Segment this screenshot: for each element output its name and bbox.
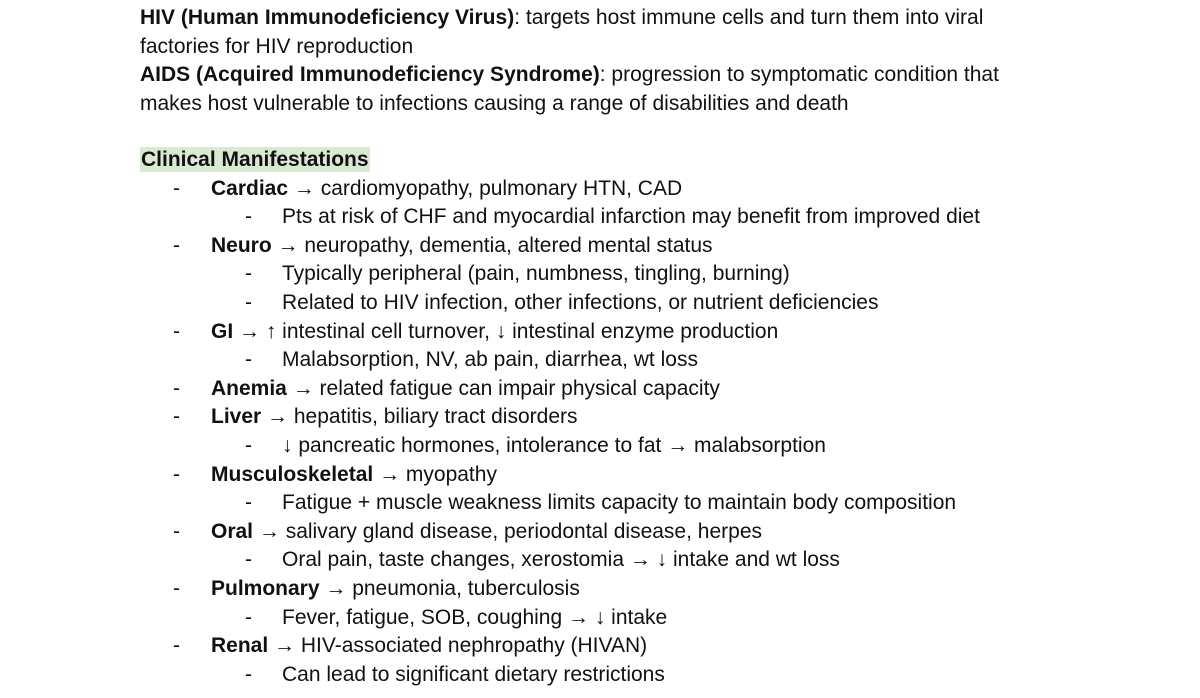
manifestation-description: → hepatitis, biliary tract disorders xyxy=(261,405,578,429)
document-page xyxy=(140,4,1140,689)
manifestation-item xyxy=(140,318,1140,347)
bullet-dash: - xyxy=(173,176,180,200)
manifestation-detail xyxy=(140,289,1140,318)
bullet-dash: - xyxy=(173,519,180,543)
manifestation-detail xyxy=(140,489,1140,518)
manifestation-system: Oral xyxy=(211,519,254,543)
bullet-dash: - xyxy=(245,491,252,515)
manifestation-description: → cardiomyopathy, pulmonary HTN, CAD xyxy=(288,176,683,200)
bullet-dash: - xyxy=(245,205,252,229)
bullet-dash: - xyxy=(245,605,252,629)
manifestation-system: Neuro xyxy=(211,233,272,257)
manifestation-detail xyxy=(140,604,1140,633)
detail-text: Typically peripheral (pain, numbness, tingling, burning) xyxy=(282,262,790,286)
bullet-dash: - xyxy=(245,290,252,314)
detail-text: Malabsorption, NV, ab pain, diarrhea, wt loss xyxy=(282,348,698,372)
definition-aids-line-2: makes host vulnerable to infections causing a range of disabilities and death xyxy=(140,91,849,115)
bullet-dash: - xyxy=(173,576,180,600)
bullet-dash: - xyxy=(245,262,252,286)
definition-text: : targets host immune cells and turn them into viral xyxy=(514,6,984,29)
section-heading-text: Clinical Manifestations xyxy=(141,148,369,171)
manifestation-item xyxy=(140,375,1140,404)
bullet-dash: - xyxy=(173,319,180,343)
manifestation-detail xyxy=(140,546,1140,575)
manifestation-system: Renal xyxy=(211,634,269,658)
definitions-block xyxy=(140,4,1140,118)
bullet-dash: - xyxy=(173,462,180,486)
definition-aids-line-1 xyxy=(140,61,1140,90)
bullet-dash: - xyxy=(173,233,180,257)
manifestation-description: → HIV-associated nephropathy (HIVAN) xyxy=(268,634,648,658)
manifestation-system: GI xyxy=(211,319,234,343)
manifestation-item xyxy=(140,518,1140,547)
bullet-dash: - xyxy=(173,376,180,400)
bullet-dash: - xyxy=(245,662,252,686)
manifestation-system: Musculoskeletal xyxy=(211,462,374,486)
manifestation-description: → myopathy xyxy=(373,462,497,486)
detail-text: ↓ pancreatic hormones, intolerance to fat → malabsorption xyxy=(282,433,826,457)
manifestation-description: → neuropathy, dementia, altered mental status xyxy=(271,233,713,257)
bullet-dash: - xyxy=(173,634,180,658)
manifestation-description: → related fatigue can impair physical capacity xyxy=(286,376,720,400)
definition-hiv-line-1 xyxy=(140,4,1140,33)
manifestations-list xyxy=(140,175,1140,690)
definition-term: AIDS (Acquired Immunodeficiency Syndrome) xyxy=(140,63,600,86)
bullet-dash: - xyxy=(245,548,252,572)
manifestation-item xyxy=(140,175,1140,204)
section-heading xyxy=(140,146,1140,175)
bullet-dash: - xyxy=(245,433,252,457)
manifestation-detail xyxy=(140,432,1140,461)
manifestation-item xyxy=(140,461,1140,490)
manifestation-description: → salivary gland disease, periodontal disease, herpes xyxy=(253,519,762,543)
manifestation-system: Anemia xyxy=(211,376,287,400)
manifestation-item xyxy=(140,575,1140,604)
manifestation-detail xyxy=(140,203,1140,232)
manifestation-system: Cardiac xyxy=(211,176,289,200)
definition-text: : progression to symptomatic condition that xyxy=(599,63,999,86)
manifestation-detail xyxy=(140,260,1140,289)
detail-text: Fever, fatigue, SOB, coughing → ↓ intake xyxy=(282,605,668,629)
detail-text: Can lead to significant dietary restrictions xyxy=(282,662,665,686)
detail-text: Fatigue + muscle weakness limits capacity to maintain body composition xyxy=(282,491,957,515)
manifestation-item xyxy=(140,403,1140,432)
definition-hiv-line-2: factories for HIV reproduction xyxy=(140,34,414,58)
manifestation-detail xyxy=(140,346,1140,375)
manifestation-item xyxy=(140,232,1140,261)
detail-text: Related to HIV infection, other infections, or nutrient deficiencies xyxy=(282,290,879,314)
manifestation-description: → ↑ intestinal cell turnover, ↓ intestinal enzyme production xyxy=(233,319,779,343)
manifestation-system: Liver xyxy=(211,405,262,429)
definition-term: HIV (Human Immunodeficiency Virus) xyxy=(140,6,515,29)
detail-text: Pts at risk of CHF and myocardial infarction may benefit from improved diet xyxy=(282,205,980,229)
manifestation-system: Pulmonary xyxy=(211,576,320,600)
manifestation-detail xyxy=(140,661,1140,690)
manifestation-item xyxy=(140,632,1140,661)
bullet-dash: - xyxy=(173,405,180,429)
bullet-dash: - xyxy=(245,348,252,372)
manifestation-description: → pneumonia, tuberculosis xyxy=(319,576,580,600)
detail-text: Oral pain, taste changes, xerostomia → ↓ intake and wt loss xyxy=(282,548,840,572)
